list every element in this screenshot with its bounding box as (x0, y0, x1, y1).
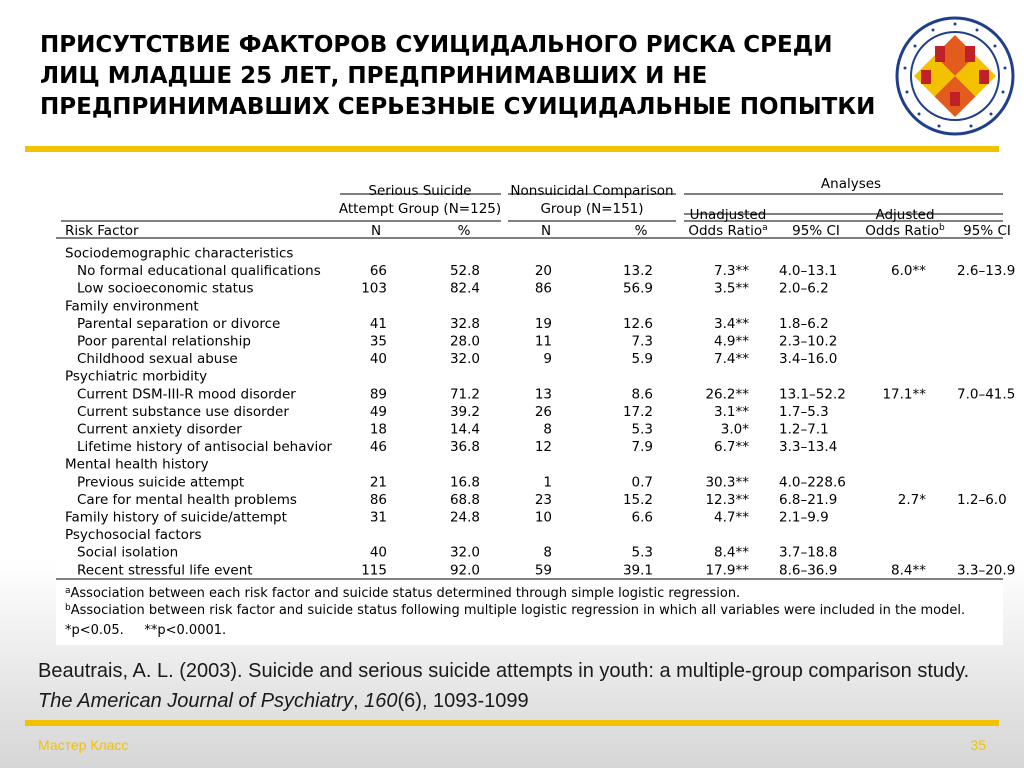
row-label: No formal educational qualifications (77, 263, 321, 280)
cell-adjusted-odds-ratio: 6.0** (891, 263, 926, 280)
cell-adjusted-ci: 1.2–6.0 (957, 491, 1007, 508)
cell-odds-ratio: 26.2** (705, 386, 749, 403)
cell-ci: 1.2–7.1 (779, 421, 829, 438)
cell-n1: 35 (369, 333, 387, 350)
cell-pct1: 71.2 (449, 386, 480, 403)
row-label: Current substance use disorder (77, 403, 289, 420)
cell-n1: 18 (369, 421, 387, 438)
footnote (65, 586, 740, 601)
cell-n1: 46 (369, 439, 387, 456)
cell-adjusted-ci: 7.0–41.5 (957, 386, 1016, 403)
cell-n1: 89 (369, 386, 387, 403)
pct2-header: % (634, 223, 648, 239)
footer-bar (25, 720, 999, 726)
footer-label: Мастер Класс (38, 737, 129, 753)
cell-pct1: 39.2 (449, 403, 480, 420)
cell-pct2: 7.9 (631, 439, 653, 456)
row-label: Social isolation (77, 544, 179, 561)
analyses-header: Analyses (820, 176, 882, 192)
cell-odds-ratio: 3.5** (714, 280, 749, 297)
unadjusted-header-line2-superscript: a (762, 223, 768, 233)
cell-pct1: 32.8 (449, 315, 480, 332)
cell-ci: 3.7–18.8 (779, 544, 838, 561)
adjusted-header-line2 (865, 223, 945, 239)
row-label: Low socioeconomic status (77, 280, 254, 297)
adjusted-header-line2-text: Odds Ratio (865, 223, 940, 239)
footnote-text: Association between each risk factor and suicide status determined through simple logistic regression. (70, 586, 741, 601)
significance-note: *p<0.05. **p<0.0001. (65, 623, 227, 638)
cell-pct2: 5.3 (631, 421, 653, 438)
cell-n1: 31 (369, 509, 387, 526)
ci-header-1: 95% CI (792, 223, 840, 239)
cell-n2: 12 (534, 439, 552, 456)
cell-pct2: 15.2 (622, 491, 653, 508)
cell-n1: 40 (369, 351, 387, 368)
cell-odds-ratio: 4.7** (714, 509, 749, 526)
cell-ci: 13.1–52.2 (779, 386, 846, 403)
cell-ci: 2.3–10.2 (779, 333, 838, 350)
cell-pct2: 12.6 (622, 315, 653, 332)
cell-odds-ratio: 30.3** (705, 474, 749, 491)
cell-n1: 103 (361, 280, 387, 297)
group2-header-line1: Nonsuicidal Comparison (510, 183, 674, 199)
cell-odds-ratio: 3.1** (714, 403, 749, 420)
cell-pct2: 8.6 (631, 386, 653, 403)
row-label: Recent stressful life event (77, 562, 253, 579)
cell-pct1: 28.0 (449, 333, 480, 350)
cell-pct2: 7.3 (631, 333, 653, 350)
ci-header-2: 95% CI (963, 223, 1011, 239)
cell-pct1: 24.8 (449, 509, 480, 526)
cell-n1: 86 (369, 491, 387, 508)
cell-pct2: 5.3 (631, 544, 653, 561)
cell-pct1: 68.8 (449, 491, 480, 508)
cell-odds-ratio: 6.7** (714, 439, 749, 456)
footnote (65, 603, 965, 618)
row-label: Previous suicide attempt (77, 474, 245, 491)
cell-pct2: 5.9 (631, 351, 653, 368)
cell-adjusted-ci: 2.6–13.9 (957, 263, 1016, 280)
cell-ci: 2.1–9.9 (779, 509, 829, 526)
section-label: Psychiatric morbidity (65, 368, 208, 385)
footnote-mark: b (65, 603, 71, 613)
cell-n2: 10 (534, 509, 552, 526)
cell-n2: 26 (534, 403, 552, 420)
cell-pct1: 16.8 (449, 474, 480, 491)
cell-odds-ratio: 7.3** (714, 263, 749, 280)
cell-n2: 1 (543, 474, 552, 491)
section-label: Family history of suicide/attempt (65, 509, 287, 526)
citation-journal: The American Journal of Psychiatry (38, 690, 353, 712)
cell-n2: 8 (543, 421, 552, 438)
cell-ci: 4.0–228.6 (779, 474, 846, 491)
cell-ci: 4.0–13.1 (779, 263, 838, 280)
citation-issue: (6), 1093-1099 (397, 690, 529, 712)
cell-n2: 23 (534, 491, 552, 508)
cell-odds-ratio: 4.9** (714, 333, 749, 350)
cell-n1: 21 (369, 474, 387, 491)
n1-header: N (370, 223, 382, 239)
cell-n2: 8 (543, 544, 552, 561)
slide-title: ПРИСУТСТВИЕ ФАКТОРОВ СУИЦИДАЛЬНОГО РИСКА СРЕДИ ЛИЦ МЛАДШЕ 25 ЛЕТ, ПРЕДПРИНИМАВШИХ И НЕ ПРЕДПРИНИМАВШИХ СЕРЬЕЗНЫЕ СУИЦИДАЛЬНЫЕ ПОПЫТКИ (40, 32, 876, 120)
cell-pct2: 39.1 (622, 562, 653, 579)
cell-odds-ratio: 7.4** (714, 351, 749, 368)
group2-header-line2: Group (N=151) (540, 201, 644, 217)
cell-ci: 1.8–6.2 (779, 315, 829, 332)
section-label: Family environment (65, 298, 199, 315)
cell-n1: 40 (369, 544, 387, 561)
cell-adjusted-odds-ratio: 2.7* (897, 491, 926, 508)
footnote-text: Association between risk factor and suicide status following multiple logistic regression in which all variables were included in the model. (70, 603, 966, 618)
citation (38, 656, 998, 716)
row-label: Current DSM-III-R mood disorder (77, 386, 296, 403)
cell-ci: 1.7–5.3 (779, 403, 829, 420)
cell-odds-ratio: 12.3** (705, 491, 749, 508)
row-label: Lifetime history of antisocial behavior (77, 439, 333, 456)
cell-pct2: 17.2 (622, 403, 653, 420)
unadjusted-header-line2-text: Odds Ratio (688, 223, 763, 239)
risk-factor-table-graphic (56, 173, 1016, 645)
title-underline-bar (25, 146, 999, 152)
cell-ci: 3.4–16.0 (779, 351, 838, 368)
citation-authors: Beautrais, A. L. (2003). Suicide and serious suicide attempts in youth: a multiple-group comparison study. (38, 660, 970, 682)
group1-header-line2: Attempt Group (N=125) (338, 201, 502, 217)
cell-pct2: 13.2 (622, 263, 653, 280)
cell-odds-ratio: 3.4** (714, 315, 749, 332)
cell-n1: 49 (369, 403, 387, 420)
citation-sep: , (352, 690, 365, 712)
cell-ci: 3.3–13.4 (779, 439, 838, 456)
section-label: Sociodemographic characteristics (65, 245, 294, 262)
university-seal-icon (895, 16, 1015, 136)
cell-n1: 66 (369, 263, 387, 280)
cell-n2: 59 (534, 562, 552, 579)
cell-pct1: 92.0 (449, 562, 480, 579)
cell-n2: 13 (534, 386, 552, 403)
row-label: Current anxiety disorder (77, 421, 242, 438)
cell-n2: 19 (534, 315, 552, 332)
group1-header-line1: Serious Suicide (368, 183, 472, 199)
adjusted-header-line1: Adjusted (875, 207, 935, 223)
row-label: Parental separation or divorce (77, 315, 281, 332)
row-label: Poor parental relationship (77, 333, 251, 350)
cell-ci: 8.6–36.9 (779, 562, 838, 579)
page-number: 35 (970, 737, 986, 753)
cell-pct2: 56.9 (622, 280, 653, 297)
n2-header: N (540, 223, 552, 239)
cell-n2: 20 (534, 263, 552, 280)
cell-pct1: 82.4 (449, 280, 480, 297)
row-label: Care for mental health problems (77, 491, 297, 508)
cell-n2: 86 (534, 280, 552, 297)
section-label: Psychosocial factors (65, 527, 202, 544)
cell-pct1: 14.4 (449, 421, 480, 438)
unadjusted-header-line1: Unadjusted (689, 207, 767, 223)
cell-n1: 115 (361, 562, 387, 579)
cell-n2: 11 (534, 333, 552, 350)
unadjusted-header-line2 (688, 223, 767, 239)
cell-odds-ratio: 8.4** (714, 544, 749, 561)
cell-pct1: 32.0 (449, 351, 480, 368)
row-label: Childhood sexual abuse (77, 351, 238, 368)
cell-odds-ratio: 3.0* (720, 421, 749, 438)
cell-adjusted-odds-ratio: 17.1** (882, 386, 926, 403)
cell-pct1: 32.0 (449, 544, 480, 561)
footnote-mark: a (65, 586, 71, 596)
cell-pct2: 6.6 (631, 509, 653, 526)
cell-n1: 41 (369, 315, 387, 332)
cell-pct1: 52.8 (449, 263, 480, 280)
risk-factor-header: Risk Factor (65, 223, 139, 239)
cell-adjusted-odds-ratio: 8.4** (891, 562, 926, 579)
cell-adjusted-ci: 3.3–20.9 (957, 562, 1016, 579)
cell-n2: 9 (543, 351, 552, 368)
cell-pct1: 36.8 (449, 439, 480, 456)
cell-ci: 6.8–21.9 (779, 491, 838, 508)
cell-pct2: 0.7 (631, 474, 653, 491)
adjusted-header-line2-superscript: b (939, 223, 945, 233)
cell-ci: 2.0–6.2 (779, 280, 829, 297)
risk-factor-table (56, 173, 1016, 645)
citation-volume: 160 (364, 690, 398, 712)
pct1-header: % (457, 223, 471, 239)
section-label: Mental health history (65, 456, 209, 473)
cell-odds-ratio: 17.9** (705, 562, 749, 579)
